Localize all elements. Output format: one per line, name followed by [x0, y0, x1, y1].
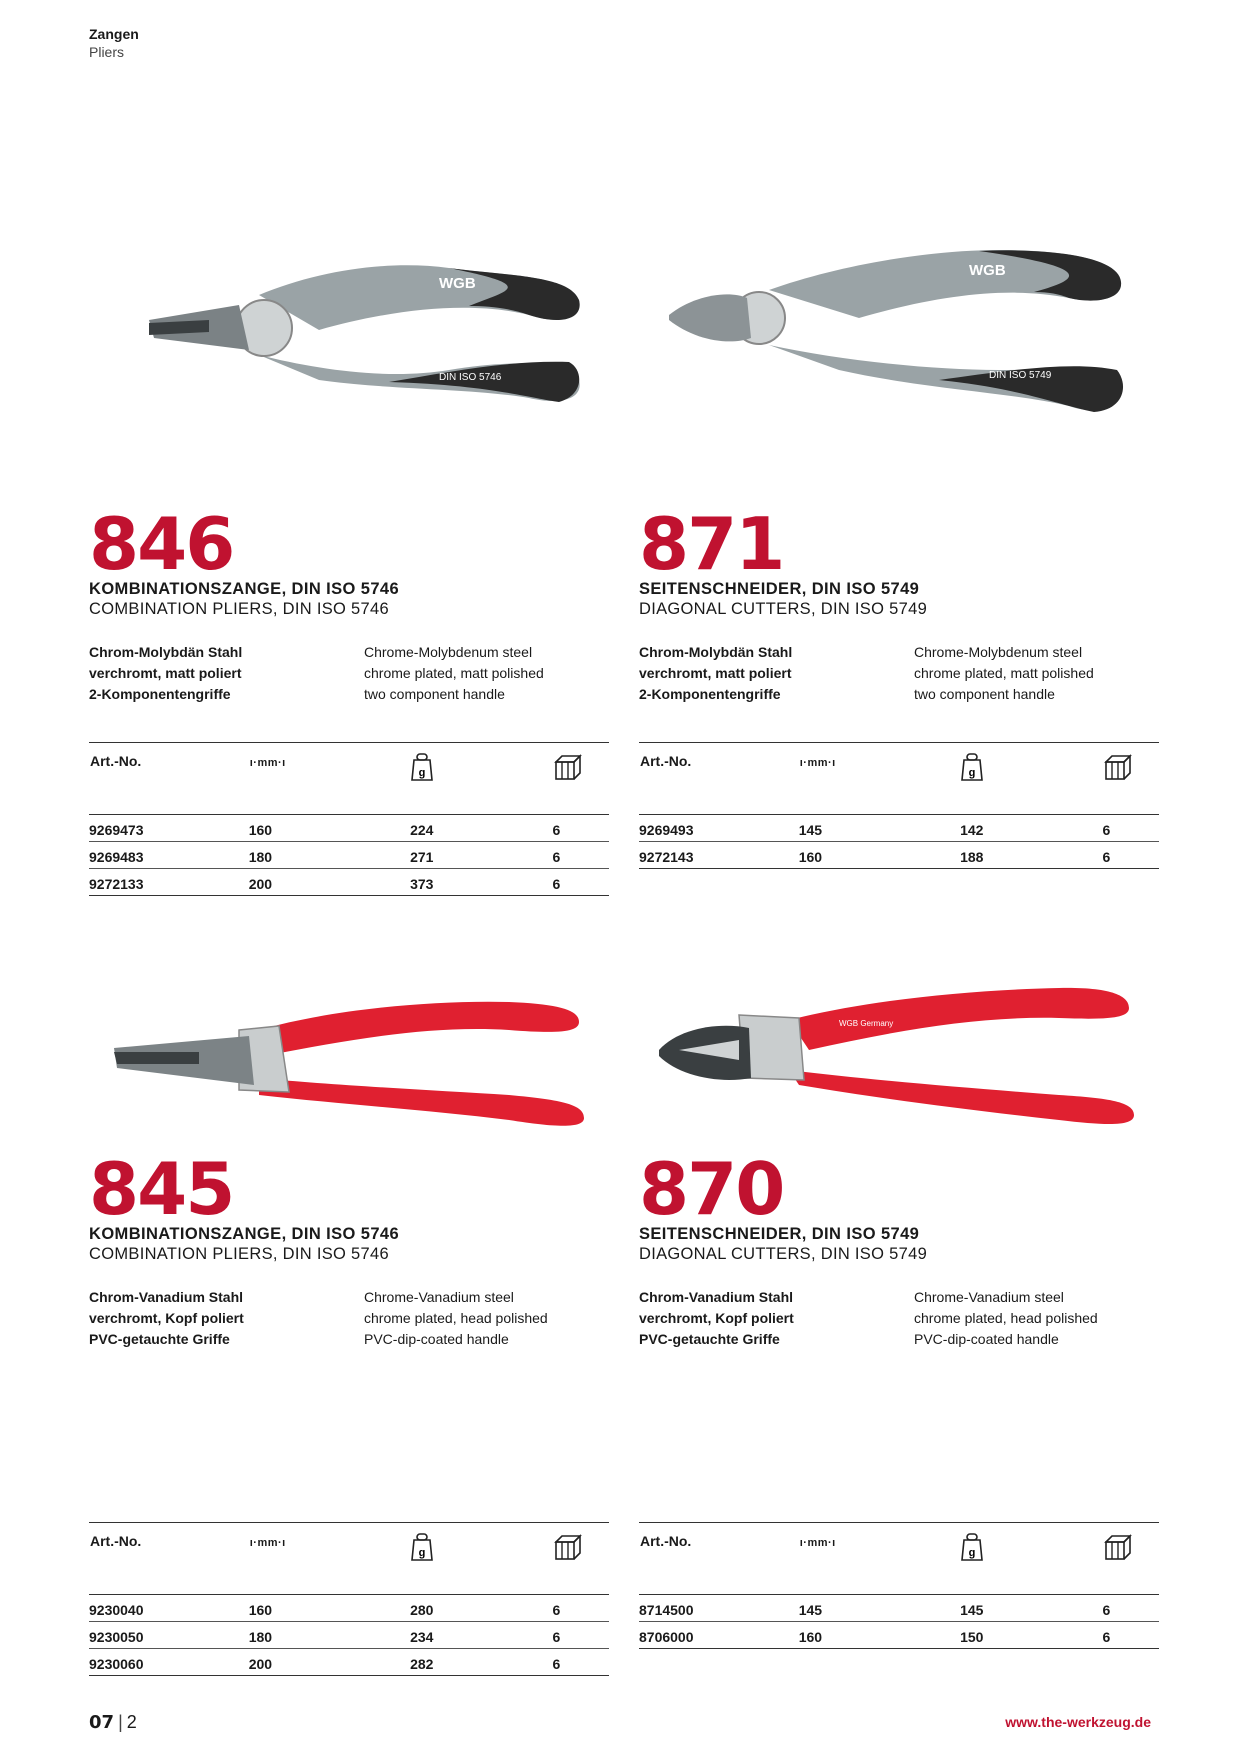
article-table	[89, 1522, 609, 1676]
weight-icon	[410, 743, 552, 815]
package-icon	[1103, 743, 1159, 815]
cell-art-no: 9269473	[89, 822, 144, 838]
cell-weight: 373	[410, 876, 434, 892]
product-number: 845	[89, 1147, 234, 1231]
spec-line: chrome plated, head polished	[914, 1310, 1098, 1326]
col-header-length: ı·mm·ı	[799, 757, 836, 769]
spec-line: verchromt, Kopf poliert	[89, 1310, 244, 1326]
col-header-art-no: Art.-No.	[90, 753, 142, 769]
page-header	[89, 26, 139, 61]
col-header-art-no: Art.-No.	[90, 1533, 142, 1549]
cell-length: 145	[798, 822, 823, 838]
table-header-row	[639, 743, 1159, 815]
spec-line: two component handle	[914, 686, 1055, 702]
product-title-de: SEITENSCHNEIDER, DIN ISO 5749	[639, 1225, 920, 1243]
cell-weight: 188	[960, 849, 984, 865]
cell-weight: 142	[960, 822, 984, 838]
cell-length: 160	[798, 849, 823, 865]
page-number-sub: 2	[126, 1712, 137, 1732]
table-row	[89, 869, 609, 896]
svg-text:g: g	[418, 767, 426, 779]
cell-art-no: 9230060	[89, 1656, 144, 1672]
spec-line: two component handle	[364, 686, 505, 702]
svg-text:g: g	[418, 1547, 426, 1559]
table-row	[639, 842, 1159, 869]
spec-line: Chrom-Vanadium Stahl	[639, 1289, 794, 1305]
spec-line: Chrome-Vanadium steel	[364, 1289, 514, 1305]
spec-line: verchromt, Kopf poliert	[639, 1310, 794, 1326]
cell-weight: 282	[410, 1656, 434, 1672]
product-title-de: SEITENSCHNEIDER, DIN ISO 5749	[639, 580, 920, 598]
cell-pack-qty: 6	[552, 1629, 561, 1645]
spec-en	[914, 1287, 1098, 1350]
spec-en	[364, 642, 544, 705]
spec-en	[914, 642, 1094, 705]
spec-line: Chrom-Molybdän Stahl	[639, 644, 793, 660]
spec-line: chrome plated, head polished	[364, 1310, 548, 1326]
spec-line: PVC-getauchte Griffe	[639, 1331, 780, 1347]
spec-line: Chrome-Molybdenum steel	[364, 644, 533, 660]
brand-mark: WGB	[969, 262, 1006, 279]
spec-line: PVC-dip-coated handle	[364, 1331, 509, 1347]
combination-pliers-image	[89, 220, 609, 480]
cell-pack-qty: 6	[552, 876, 561, 892]
cell-length: 200	[248, 1656, 273, 1672]
product-title-en: DIAGONAL CUTTERS, DIN ISO 5749	[639, 600, 928, 618]
brand-mark: WGB	[439, 275, 476, 292]
article-table	[89, 742, 609, 896]
spec-line: PVC-getauchte Griffe	[89, 1331, 230, 1347]
table-row	[89, 1622, 609, 1649]
cell-length: 160	[248, 822, 273, 838]
spec-line: chrome plated, matt polished	[364, 665, 544, 681]
weight-icon	[960, 1523, 1102, 1595]
product-title-de: KOMBINATIONSZANGE, DIN ISO 5746	[89, 580, 400, 598]
spec-line: PVC-dip-coated handle	[914, 1331, 1059, 1347]
spec-line: Chrome-Molybdenum steel	[914, 644, 1083, 660]
col-header-length: ı·mm·ı	[249, 757, 286, 769]
table-header-row	[89, 1523, 609, 1595]
cell-length: 160	[798, 1629, 823, 1645]
svg-text:g: g	[968, 1547, 976, 1559]
spec-en	[364, 1287, 548, 1350]
cell-weight: 224	[410, 822, 434, 838]
cell-art-no: 9230040	[89, 1602, 144, 1618]
page-number	[89, 1712, 137, 1733]
product-number: 846	[89, 502, 234, 586]
article-table	[639, 1522, 1159, 1649]
product-number: 870	[639, 1147, 784, 1231]
cell-art-no: 9272143	[639, 849, 694, 865]
cell-art-no: 9230050	[89, 1629, 144, 1645]
cell-length: 200	[248, 876, 273, 892]
page-number-main: 07	[89, 1712, 115, 1733]
page-separator: |	[118, 1712, 123, 1732]
cell-weight: 234	[410, 1629, 434, 1645]
svg-text:g: g	[968, 767, 976, 779]
product-title-en: COMBINATION PLIERS, DIN ISO 5746	[89, 600, 389, 618]
diagonal-cutters-image	[639, 220, 1159, 480]
col-header-length: ı·mm·ı	[799, 1537, 836, 1549]
cell-weight: 150	[960, 1629, 984, 1645]
cell-pack-qty: 6	[552, 822, 561, 838]
cell-weight: 145	[960, 1602, 984, 1618]
product-number: 871	[639, 502, 784, 586]
section-title-de: Zangen	[89, 26, 139, 42]
spec-line: verchromt, matt poliert	[89, 665, 242, 681]
spec-line: chrome plated, matt polished	[914, 665, 1094, 681]
spec-line: Chrom-Vanadium Stahl	[89, 1289, 244, 1305]
table-row	[639, 1595, 1159, 1622]
table-header-row	[639, 1523, 1159, 1595]
product-title-de: KOMBINATIONSZANGE, DIN ISO 5746	[89, 1225, 400, 1243]
cell-art-no: 9269493	[639, 822, 694, 838]
table-header-row	[89, 743, 609, 815]
table-row	[639, 1622, 1159, 1649]
col-header-art-no: Art.-No.	[640, 1533, 692, 1549]
spec-de	[639, 642, 792, 705]
cell-pack-qty: 6	[552, 1602, 561, 1618]
cell-length: 160	[248, 1602, 273, 1618]
spec-line: 2-Komponentengriffe	[639, 686, 781, 702]
cell-pack-qty: 6	[552, 849, 561, 865]
norm-marking: DIN ISO 5749	[989, 370, 1052, 381]
table-row	[89, 1595, 609, 1622]
norm-marking: DIN ISO 5746	[439, 372, 502, 383]
package-icon	[553, 743, 609, 815]
col-header-art-no: Art.-No.	[640, 753, 692, 769]
product-title-en: DIAGONAL CUTTERS, DIN ISO 5749	[639, 1245, 928, 1263]
cell-weight: 280	[410, 1602, 434, 1618]
spec-line: verchromt, matt poliert	[639, 665, 792, 681]
section-title-en: Pliers	[89, 43, 125, 60]
col-header-length: ı·mm·ı	[249, 1537, 286, 1549]
cell-length: 180	[248, 849, 273, 865]
table-row	[89, 815, 609, 842]
cell-weight: 271	[410, 849, 434, 865]
cell-pack-qty: 6	[1102, 849, 1111, 865]
weight-icon	[410, 1523, 552, 1595]
package-icon	[553, 1523, 609, 1595]
cell-art-no: 9269483	[89, 849, 144, 865]
cell-pack-qty: 6	[1102, 822, 1111, 838]
spec-line: Chrome-Vanadium steel	[914, 1289, 1064, 1305]
cell-pack-qty: 6	[1102, 1629, 1111, 1645]
spec-de	[89, 1287, 244, 1350]
weight-icon	[960, 743, 1102, 815]
spec-de	[89, 642, 242, 705]
spec-line: 2-Komponentengriffe	[89, 686, 231, 702]
table-row	[639, 815, 1159, 842]
cell-pack-qty: 6	[1102, 1602, 1111, 1618]
website-link[interactable]: www.the-werkzeug.de	[1005, 1714, 1151, 1730]
package-icon	[1103, 1523, 1159, 1595]
brand-mark: WGB Germany	[839, 1019, 894, 1028]
table-row	[89, 1649, 609, 1676]
product-title-en: COMBINATION PLIERS, DIN ISO 5746	[89, 1245, 389, 1263]
spec-de	[639, 1287, 794, 1350]
table-row	[89, 842, 609, 869]
spec-line: Chrom-Molybdän Stahl	[89, 644, 243, 660]
cell-length: 180	[248, 1629, 273, 1645]
cell-pack-qty: 6	[552, 1656, 561, 1672]
cell-art-no: 8714500	[639, 1602, 694, 1618]
article-table	[639, 742, 1159, 869]
cell-length: 145	[798, 1602, 823, 1618]
cell-art-no: 8706000	[639, 1629, 694, 1645]
cell-art-no: 9272133	[89, 876, 144, 892]
